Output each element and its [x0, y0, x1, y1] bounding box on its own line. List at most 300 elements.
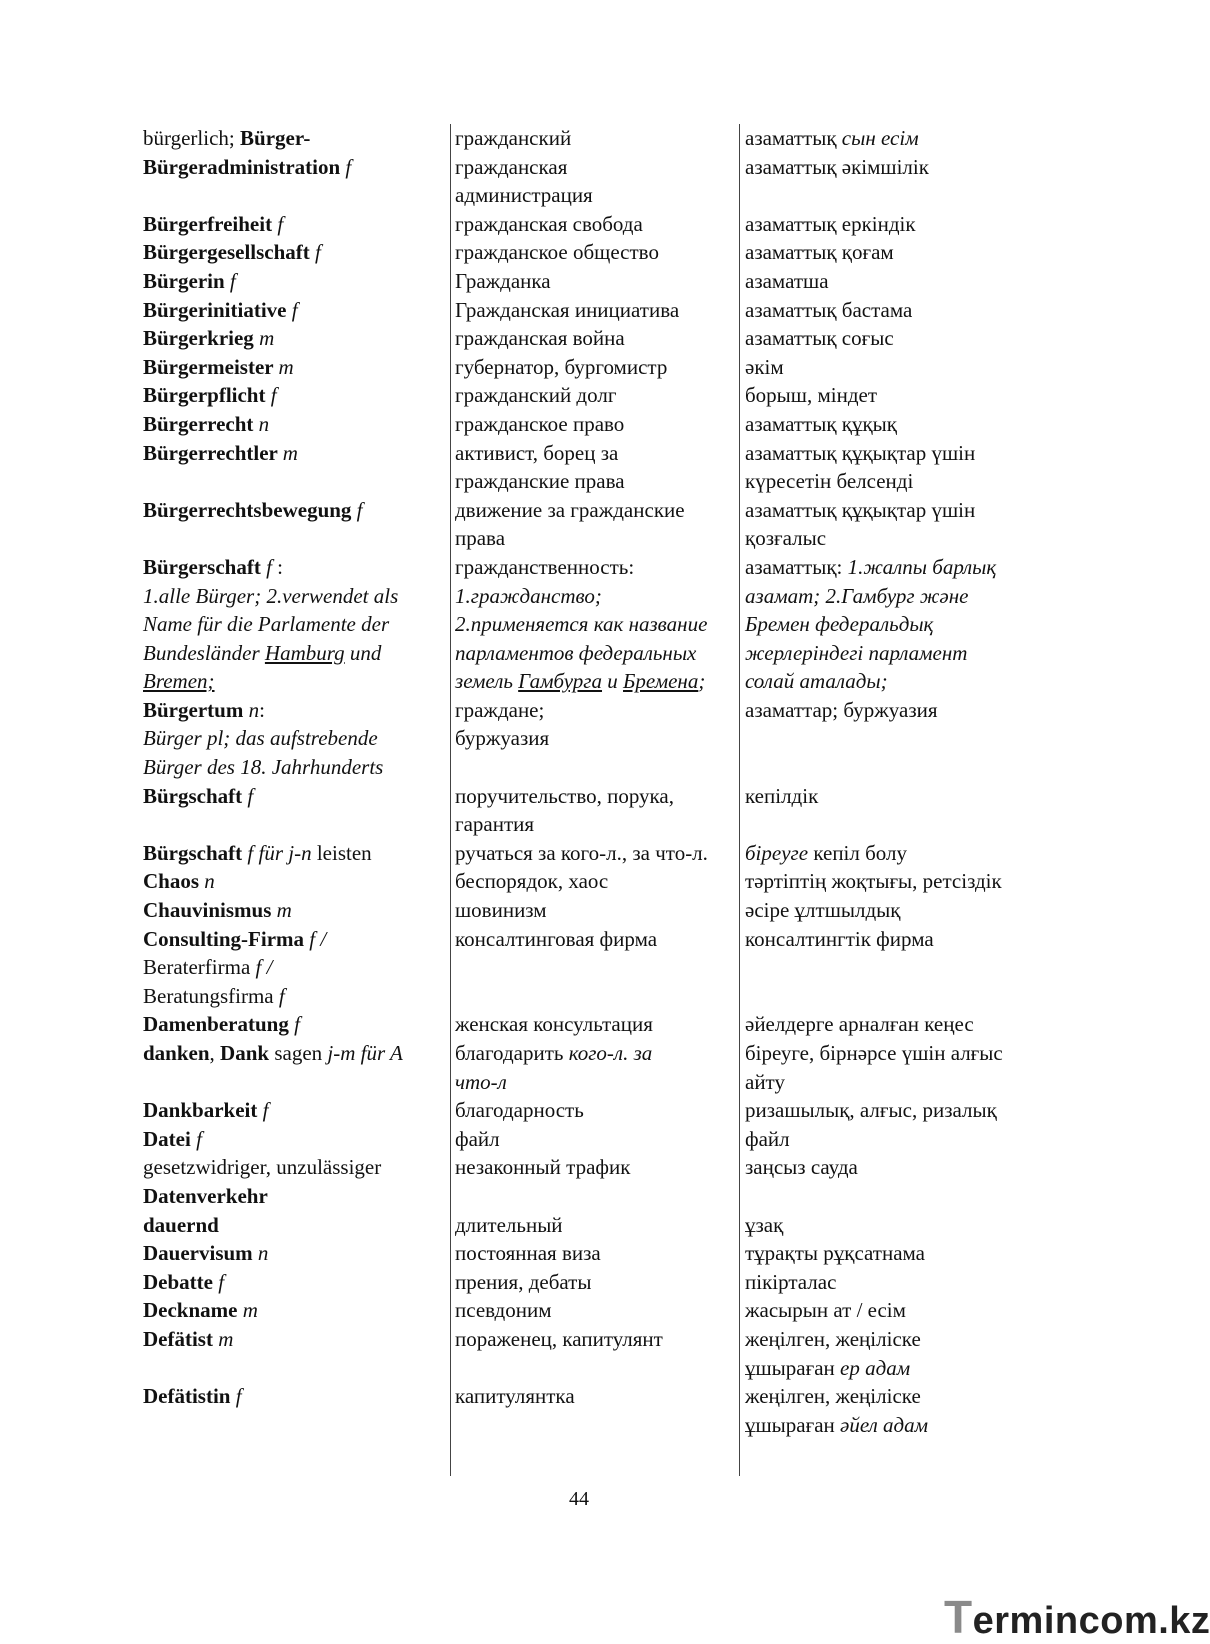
term-line [745, 582, 1063, 611]
term-line [455, 1239, 745, 1268]
term-line [455, 153, 745, 182]
term-line [455, 1068, 745, 1097]
term-text: администрация [455, 183, 593, 208]
russian-term-cell [455, 353, 745, 382]
term-text: Bürgschaft [143, 783, 248, 808]
kazakh-term-cell [745, 267, 1063, 296]
russian-term-cell [455, 124, 745, 153]
term-text: Bürgeradministration [143, 154, 346, 179]
german-term-cell [143, 1096, 455, 1125]
term-line [143, 782, 455, 811]
term-line [143, 1211, 455, 1240]
term-text: m [242, 1298, 258, 1323]
kazakh-term-cell [745, 1239, 1063, 1268]
term-text: f [294, 1012, 300, 1037]
term-text: Гражданка [455, 268, 551, 293]
term-line [143, 953, 455, 982]
term-line [455, 782, 745, 811]
term-line [455, 839, 745, 868]
russian-term-cell [455, 153, 745, 210]
term-text: пораженец, капитулянт [455, 1326, 663, 1351]
glossary-row [143, 867, 1063, 896]
term-text: ұзақ [745, 1212, 784, 1237]
russian-term-cell [455, 1153, 745, 1210]
glossary-row [143, 267, 1063, 296]
term-line [745, 1296, 1063, 1325]
term-line [455, 267, 745, 296]
term-line [143, 1182, 455, 1211]
term-text: ; [698, 669, 706, 694]
term-line [455, 1096, 745, 1125]
glossary-row [143, 410, 1063, 439]
term-text: Bürger- [240, 126, 311, 150]
logo-text-part: erminc [972, 1600, 1101, 1642]
term-line [455, 124, 745, 153]
term-text: благодарить [455, 1041, 569, 1065]
term-text: Bremen; [143, 669, 215, 694]
term-line [455, 181, 745, 210]
german-term-cell [143, 867, 455, 896]
german-term-cell [143, 1211, 455, 1240]
term-text: Defätist [143, 1326, 219, 1351]
term-line [143, 1096, 455, 1125]
russian-term-cell [455, 1211, 745, 1240]
glossary-row [143, 124, 1063, 153]
russian-term-cell [455, 896, 745, 925]
term-line [745, 839, 1063, 868]
term-text: f [291, 297, 298, 322]
russian-term-cell [455, 238, 745, 267]
term-line [745, 353, 1063, 382]
term-text: Beraterfirma [143, 955, 256, 980]
term-text: Bürgertum [143, 697, 249, 722]
term-text: консалтингтік фирма [745, 926, 934, 951]
term-text: әйел адам [840, 1412, 929, 1437]
term-text: Bürgschaft [143, 840, 248, 865]
term-text: айту [745, 1069, 785, 1094]
russian-term-cell [455, 1125, 745, 1154]
term-text: солай аталады; [745, 669, 888, 694]
term-line [143, 553, 455, 582]
term-text: Бремена [623, 669, 699, 694]
glossary-row [143, 1268, 1063, 1297]
term-text: f [270, 383, 277, 408]
term-text: и [602, 669, 624, 694]
term-line [745, 124, 1063, 153]
term-line [455, 353, 745, 382]
term-line [745, 1354, 1063, 1383]
german-term-cell [143, 1296, 455, 1325]
kazakh-term-cell [745, 1010, 1063, 1039]
term-text: Bürgerin [143, 268, 230, 293]
german-term-cell [143, 896, 455, 925]
german-term-cell [143, 925, 455, 1011]
term-line [745, 1039, 1063, 1068]
term-line [455, 524, 745, 553]
term-text: активист, борец за [455, 440, 619, 465]
kazakh-term-cell [745, 1211, 1063, 1240]
glossary-table [143, 124, 1063, 1439]
term-line [143, 238, 455, 267]
termincom-logo[interactable] [944, 1590, 1210, 1644]
term-text: : [271, 554, 283, 579]
term-text: m [218, 1326, 234, 1351]
term-text: und [344, 640, 382, 665]
term-line [143, 1268, 455, 1297]
russian-term-cell [455, 439, 745, 496]
russian-term-cell [455, 1096, 745, 1125]
term-text: Datenverkehr [143, 1183, 268, 1208]
german-term-cell [143, 1239, 455, 1268]
term-line [143, 982, 455, 1011]
term-line [143, 381, 455, 410]
term-text: незаконный трафик [455, 1155, 631, 1180]
term-text: f für j-n [247, 840, 317, 865]
term-text: m [278, 354, 294, 379]
german-term-cell [143, 782, 455, 839]
kazakh-term-cell [745, 553, 1063, 696]
term-text: j-m für A [327, 1041, 403, 1065]
term-line [455, 724, 745, 753]
term-line [745, 267, 1063, 296]
term-text: f [356, 497, 363, 522]
term-text: женская консультация [455, 1012, 653, 1037]
term-text: жасырын ат / есім [745, 1298, 906, 1323]
russian-term-cell [455, 324, 745, 353]
term-text: движение за гражданские [455, 497, 685, 522]
term-text: граждане; [455, 697, 545, 722]
term-line [143, 1382, 455, 1411]
term-line [745, 667, 1063, 696]
term-text: Бремен федеральдық [745, 612, 934, 637]
term-line [455, 1296, 745, 1325]
term-line [745, 381, 1063, 410]
term-text: гражданская война [455, 326, 625, 351]
kazakh-term-cell [745, 925, 1063, 1011]
russian-term-cell [455, 296, 745, 325]
term-text: leisten [316, 840, 372, 865]
glossary-row [143, 1096, 1063, 1125]
term-text: ұшыраған [745, 1355, 841, 1380]
german-term-cell [143, 296, 455, 325]
term-text: Гамбурга [518, 669, 603, 694]
term-text: гарантия [455, 812, 535, 837]
russian-term-cell [455, 1239, 745, 1268]
glossary-row [143, 1211, 1063, 1240]
kazakh-term-cell [745, 381, 1063, 410]
term-line [455, 1268, 745, 1297]
logo-text-domain: m.kz [1123, 1600, 1210, 1642]
term-text: біреуге, бірнәрсе үшін алғыс [745, 1041, 1003, 1065]
term-text: Bürgerrechtler [143, 440, 283, 465]
term-text: буржуазия [455, 726, 550, 751]
german-term-cell [143, 696, 455, 782]
term-text: длительный [455, 1212, 563, 1237]
glossary-row [143, 1153, 1063, 1210]
glossary-row [143, 1382, 1063, 1439]
kazakh-term-cell [745, 439, 1063, 496]
term-text: Damenberatung [143, 1012, 295, 1037]
german-term-cell [143, 1125, 455, 1154]
term-text: борыш, міндет [745, 383, 878, 408]
german-term-cell [143, 238, 455, 267]
glossary-row [143, 839, 1063, 868]
term-text: азамат; 2.Гамбург және [745, 583, 969, 608]
term-text: ручаться за кого-л., за что-л. [455, 840, 708, 865]
term-line [455, 467, 745, 496]
term-text: 1.гражданство; [455, 583, 602, 608]
german-term-cell [143, 381, 455, 410]
term-text: Dauervisum [143, 1241, 258, 1266]
russian-term-cell [455, 267, 745, 296]
term-text: азаматтар; буржуазия [745, 697, 938, 722]
term-text: 2.применяется как название [455, 612, 708, 637]
term-text: азаматтық құқықтар үшін [745, 497, 976, 522]
term-text: азаматтық әкімшілік [745, 154, 929, 179]
term-text: гражданское общество [455, 240, 659, 265]
term-line [745, 1153, 1063, 1182]
kazakh-term-cell [745, 896, 1063, 925]
page-number: 44 [569, 1488, 589, 1510]
term-text: f [229, 268, 236, 293]
term-text: кепілдік [745, 783, 819, 808]
term-line [745, 896, 1063, 925]
russian-term-cell [455, 867, 745, 896]
term-text: земель [455, 669, 519, 694]
term-text: f [277, 211, 284, 236]
term-line [745, 639, 1063, 668]
term-line [745, 496, 1063, 525]
russian-term-cell [455, 1325, 745, 1382]
term-text: псевдоним [455, 1298, 552, 1323]
term-line [455, 381, 745, 410]
term-text: беспорядок, хаос [455, 869, 609, 894]
glossary-row [143, 210, 1063, 239]
term-line [143, 1325, 455, 1354]
term-text: заңсыз сауда [745, 1155, 858, 1180]
russian-term-cell [455, 925, 745, 1011]
term-text: Bürgerpflicht [143, 383, 271, 408]
term-text: кого-л. за [568, 1041, 653, 1065]
german-term-cell [143, 1153, 455, 1210]
glossary-row [143, 496, 1063, 553]
term-line [745, 553, 1063, 582]
russian-term-cell [455, 381, 745, 410]
term-text: m [276, 898, 292, 923]
kazakh-term-cell [745, 839, 1063, 868]
term-line [143, 582, 455, 611]
term-text: f / [255, 955, 273, 980]
russian-term-cell [455, 1296, 745, 1325]
term-line [745, 238, 1063, 267]
german-term-cell [143, 553, 455, 696]
glossary-row [143, 238, 1063, 267]
term-line [455, 553, 745, 582]
term-line [143, 267, 455, 296]
term-line [455, 439, 745, 468]
term-text: ұшыраған [745, 1412, 841, 1437]
kazakh-term-cell [745, 1125, 1063, 1154]
term-line [143, 153, 455, 182]
term-line [745, 925, 1063, 954]
term-text: f [345, 154, 352, 179]
term-text: Bürger pl; das aufstrebende [143, 726, 378, 751]
term-line [455, 1010, 745, 1039]
term-line [143, 439, 455, 468]
term-text: ер адам [840, 1355, 911, 1380]
term-text: постоянная виза [455, 1241, 601, 1266]
glossary-row [143, 153, 1063, 210]
term-text: dauernd [143, 1212, 219, 1237]
term-text: , [209, 1041, 221, 1065]
glossary-row [143, 324, 1063, 353]
kazakh-term-cell [745, 324, 1063, 353]
term-text: әйелдерге арналған кеңес [745, 1012, 974, 1037]
term-text: Bürgerinitiative [143, 297, 292, 322]
term-line [455, 238, 745, 267]
term-text: благодарность [455, 1098, 584, 1123]
term-text: Bürgerkrieg [143, 326, 260, 351]
term-text: ризашылық, алғыс, ризалық [745, 1098, 997, 1123]
term-line [143, 496, 455, 525]
term-text: 1.alle Bürger; 2.verwendet als [143, 583, 399, 608]
term-line [143, 210, 455, 239]
term-text: гражданский долг [455, 383, 617, 408]
term-line [143, 667, 455, 696]
russian-term-cell [455, 553, 745, 696]
term-line [745, 1411, 1063, 1440]
term-line [143, 296, 455, 325]
kazakh-term-cell [745, 238, 1063, 267]
term-text: поручительство, порука, [455, 783, 675, 808]
german-term-cell [143, 1268, 455, 1297]
term-text: азаматтық бастама [745, 297, 913, 322]
term-line [745, 439, 1063, 468]
russian-term-cell [455, 1382, 745, 1439]
term-line [745, 524, 1063, 553]
glossary-row [143, 896, 1063, 925]
term-line [143, 1296, 455, 1325]
kazakh-term-cell [745, 1382, 1063, 1439]
term-text: пікірталас [745, 1269, 837, 1294]
term-text: f [278, 983, 285, 1008]
term-text: шовинизм [455, 898, 547, 923]
term-text: жеңілген, жеңіліске [745, 1326, 921, 1351]
term-text: гражданственность: [455, 554, 635, 579]
term-text: f / [309, 926, 327, 951]
term-line [143, 925, 455, 954]
kazakh-term-cell [745, 696, 1063, 782]
term-line [455, 1039, 745, 1068]
term-text: біреуге [745, 840, 814, 865]
term-text: Dankbarkeit [143, 1098, 263, 1123]
term-line [745, 467, 1063, 496]
term-line [143, 724, 455, 753]
glossary-row [143, 1239, 1063, 1268]
german-term-cell [143, 124, 455, 153]
term-line [143, 753, 455, 782]
term-text: что-л [455, 1069, 507, 1094]
term-line [745, 1068, 1063, 1097]
kazakh-term-cell [745, 1296, 1063, 1325]
term-line [455, 639, 745, 668]
term-text: Consulting-Firma [143, 926, 310, 951]
glossary-row [143, 439, 1063, 496]
german-term-cell [143, 153, 455, 210]
term-text: Bürgerrecht [143, 411, 259, 436]
term-text: sagen [269, 1041, 328, 1065]
term-text: азаматтық [745, 126, 842, 150]
term-text: Bürger des 18. Jahrhunderts [143, 755, 384, 780]
german-term-cell [143, 439, 455, 496]
russian-term-cell [455, 782, 745, 839]
term-text: азаматтық еркіндік [745, 211, 916, 236]
kazakh-term-cell [745, 124, 1063, 153]
term-line [455, 1125, 745, 1154]
term-line [455, 1211, 745, 1240]
term-text: f [235, 1384, 242, 1409]
term-text: файл [745, 1126, 790, 1151]
term-line [745, 1010, 1063, 1039]
term-line [143, 639, 455, 668]
glossary-row [143, 696, 1063, 782]
term-text: f [315, 240, 321, 265]
term-line [745, 296, 1063, 325]
term-text: азаматтық құқықтар үшін [745, 440, 976, 465]
term-text: Гражданская инициатива [455, 297, 680, 322]
term-line [455, 867, 745, 896]
german-term-cell [143, 839, 455, 868]
term-text: азаматтық соғыс [745, 326, 894, 351]
kazakh-term-cell [745, 782, 1063, 839]
term-line [745, 410, 1063, 439]
term-line [455, 696, 745, 725]
term-line [455, 296, 745, 325]
term-text: файл [455, 1126, 500, 1151]
term-text: Dank [220, 1041, 270, 1065]
glossary-row [143, 353, 1063, 382]
term-text: Bürgerfreiheit [143, 211, 278, 236]
term-text: жеңілген, жеңіліске [745, 1384, 921, 1409]
term-text: Deckname [143, 1298, 243, 1323]
term-text: азаматтық қоғам [745, 240, 894, 265]
term-line [143, 1039, 455, 1068]
glossary-row [143, 553, 1063, 696]
term-text: күресетін белсенді [745, 469, 914, 494]
term-line [143, 896, 455, 925]
german-term-cell [143, 1010, 455, 1039]
russian-term-cell [455, 496, 745, 553]
term-text: губернатор, бургомистр [455, 354, 668, 379]
term-text: прения, дебаты [455, 1269, 592, 1294]
russian-term-cell [455, 1010, 745, 1039]
german-term-cell [143, 353, 455, 382]
term-text: bürgerlich; [143, 126, 241, 150]
kazakh-term-cell [745, 153, 1063, 210]
term-text: әкім [745, 354, 784, 379]
term-text: 1.жалпы барлық [847, 554, 997, 579]
term-text: Bundesländer [143, 640, 265, 665]
term-text: Bürgerschaft [143, 554, 267, 579]
kazakh-term-cell [745, 1096, 1063, 1125]
glossary-row [143, 1296, 1063, 1325]
kazakh-term-cell [745, 353, 1063, 382]
term-text: n [204, 869, 215, 894]
term-line [143, 839, 455, 868]
glossary-row [143, 925, 1063, 1011]
term-line [455, 810, 745, 839]
term-text: Beratungsfirma [143, 983, 279, 1008]
